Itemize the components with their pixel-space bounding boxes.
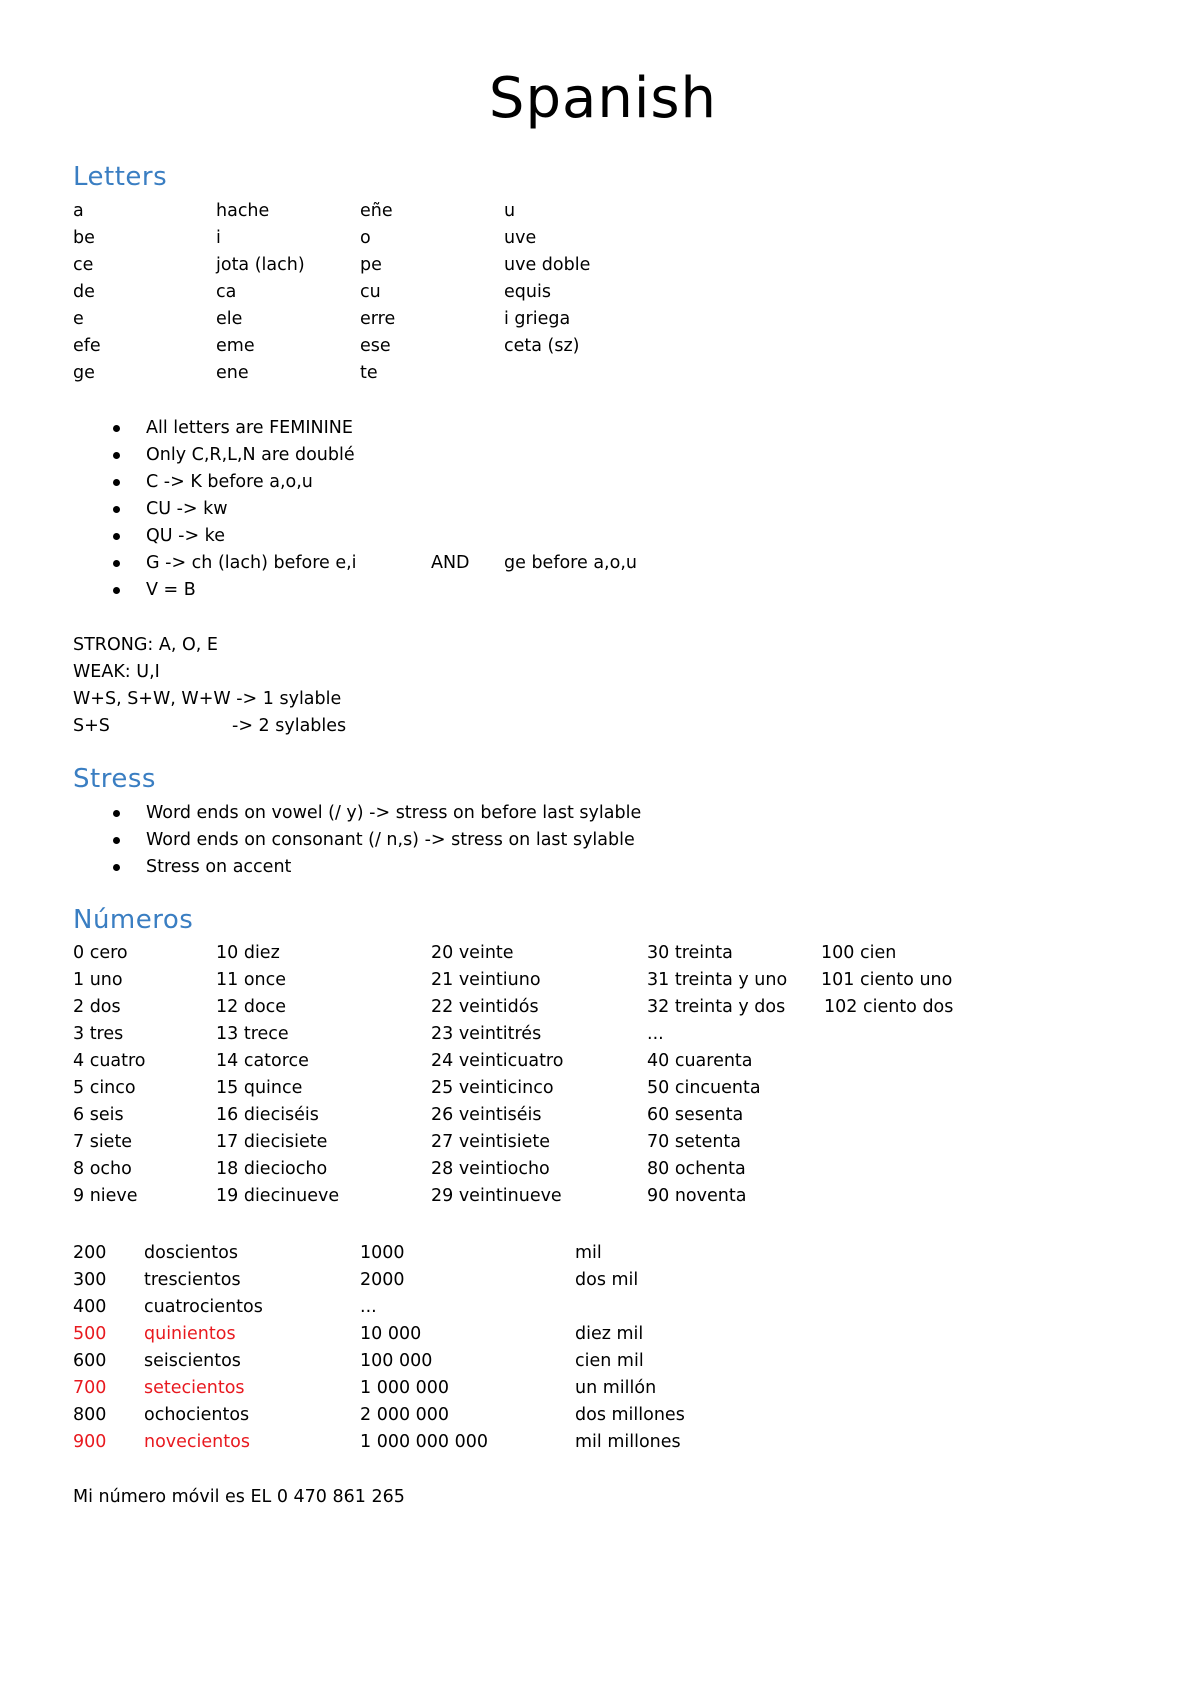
letter-name: ceta (sz) <box>504 336 580 356</box>
table-cell: 18 dieciocho <box>216 1159 328 1179</box>
letter-name: te <box>360 363 378 383</box>
big-number: 2 000 000 <box>360 1405 450 1425</box>
letter-name: hache <box>216 201 270 221</box>
table-cell: 100 cien <box>821 943 897 963</box>
table-cell: 22 veintidós <box>431 997 539 1017</box>
big-number: 10 000 <box>360 1324 422 1344</box>
big-number-word: dos mil <box>575 1270 639 1290</box>
table-cell: 90 noventa <box>647 1186 747 1206</box>
list-item-text: Word ends on vowel (/ y) -> stress on before last sylable <box>146 803 642 823</box>
table-cell: 25 veinticinco <box>431 1078 554 1098</box>
table-cell: 14 catorce <box>216 1051 309 1071</box>
two-syllable-result: -> 2 sylables <box>232 716 347 736</box>
stress-heading: Stress <box>73 764 156 794</box>
table-cell: 20 veinte <box>431 943 514 963</box>
hundreds-word-highlighted: setecientos <box>144 1378 245 1398</box>
table-cell: 50 cincuenta <box>647 1078 761 1098</box>
big-number: 2000 <box>360 1270 405 1290</box>
table-cell: 40 cuarenta <box>647 1051 753 1071</box>
bullet-icon <box>113 479 120 486</box>
table-cell: 23 veintitrés <box>431 1024 542 1044</box>
table-cell: 13 trece <box>216 1024 289 1044</box>
list-item-text: C -> K before a,o,u <box>146 472 313 492</box>
table-cell: 31 treinta y uno <box>647 970 788 990</box>
table-cell: 102 ciento dos <box>824 997 954 1017</box>
letter-name: efe <box>73 336 101 356</box>
bullet-icon <box>113 560 120 567</box>
hundreds-word: seiscientos <box>144 1351 241 1371</box>
bullet-icon <box>113 837 120 844</box>
bullet-icon <box>113 810 120 817</box>
table-cell: 19 diecinueve <box>216 1186 340 1206</box>
table-cell: 27 veintisiete <box>431 1132 551 1152</box>
list-item-text: V = B <box>146 580 196 600</box>
table-cell: 32 treinta y dos <box>647 997 786 1017</box>
letter-name: ese <box>360 336 391 356</box>
list-item-text-extra: ge before a,o,u <box>504 553 637 573</box>
letter-name: ca <box>216 282 237 302</box>
two-syllable-label: S+S <box>73 716 110 736</box>
letter-name: ge <box>73 363 95 383</box>
hundreds-number: 800 <box>73 1405 107 1425</box>
letter-name: o <box>360 228 371 248</box>
hundreds-word: ochocientos <box>144 1405 250 1425</box>
letter-name: uve <box>504 228 537 248</box>
table-cell: 8 ocho <box>73 1159 132 1179</box>
bullet-icon <box>113 425 120 432</box>
list-item-text: Stress on accent <box>146 857 292 877</box>
big-number: 1 000 000 000 <box>360 1432 489 1452</box>
letter-name: ce <box>73 255 94 275</box>
letter-name: be <box>73 228 95 248</box>
list-item-text: CU -> kw <box>146 499 228 519</box>
big-number-word: un millón <box>575 1378 657 1398</box>
hundreds-number-highlighted: 500 <box>73 1324 107 1344</box>
table-cell: 11 once <box>216 970 287 990</box>
hundreds-word: doscientos <box>144 1243 238 1263</box>
table-cell: 70 setenta <box>647 1132 742 1152</box>
page-title: Spanish <box>488 66 718 131</box>
table-cell: 24 veinticuatro <box>431 1051 564 1071</box>
list-item-conjunction: AND <box>431 553 470 573</box>
letter-name: pe <box>360 255 382 275</box>
bullet-icon <box>113 533 120 540</box>
letter-name: i <box>216 228 221 248</box>
letter-name: a <box>73 201 84 221</box>
big-number: 100 000 <box>360 1351 433 1371</box>
big-number-word: dos millones <box>575 1405 685 1425</box>
strong-vowels-line: STRONG: A, O, E <box>73 635 218 655</box>
table-cell: 12 doce <box>216 997 287 1017</box>
letter-name: equis <box>504 282 551 302</box>
table-cell: 16 dieciséis <box>216 1105 319 1125</box>
list-item-text: All letters are FEMININE <box>146 418 353 438</box>
table-cell: 17 diecisiete <box>216 1132 328 1152</box>
big-number-word: cien mil <box>575 1351 644 1371</box>
letter-name: eme <box>216 336 255 356</box>
letter-name: i griega <box>504 309 571 329</box>
letter-name: erre <box>360 309 396 329</box>
table-cell: 29 veintinueve <box>431 1186 562 1206</box>
one-syllable-rule: W+S, S+W, W+W -> 1 sylable <box>73 689 342 709</box>
table-cell: 1 uno <box>73 970 123 990</box>
table-cell: 21 veintiuno <box>431 970 541 990</box>
big-number-word: mil millones <box>575 1432 681 1452</box>
table-cell: 101 ciento uno <box>821 970 953 990</box>
table-cell: 6 seis <box>73 1105 124 1125</box>
hundreds-word: trescientos <box>144 1270 241 1290</box>
two-syllable-rule <box>73 713 673 740</box>
hundreds-number-highlighted: 900 <box>73 1432 107 1452</box>
bullet-icon <box>113 506 120 513</box>
table-cell: 30 treinta <box>647 943 733 963</box>
table-cell: 3 tres <box>73 1024 124 1044</box>
big-number: 1 000 000 <box>360 1378 450 1398</box>
letter-name: eñe <box>360 201 393 221</box>
letter-name: e <box>73 309 84 329</box>
letter-name: ene <box>216 363 249 383</box>
big-number: 1000 <box>360 1243 405 1263</box>
letter-name: jota (lach) <box>216 255 305 275</box>
bullet-icon <box>113 452 120 459</box>
numeros-heading: Números <box>73 905 194 935</box>
letter-name: de <box>73 282 95 302</box>
hundreds-word-highlighted: quinientos <box>144 1324 236 1344</box>
bullet-icon <box>113 864 120 871</box>
list-item-text: G -> ch (lach) before e,i <box>146 553 357 573</box>
table-cell: 9 nieve <box>73 1186 138 1206</box>
table-cell: ... <box>647 1024 664 1044</box>
hundreds-number: 200 <box>73 1243 107 1263</box>
table-cell: 10 diez <box>216 943 280 963</box>
list-item-text: Word ends on consonant (/ n,s) -> stress on last sylable <box>146 830 635 850</box>
table-cell: 7 siete <box>73 1132 133 1152</box>
hundreds-number: 600 <box>73 1351 107 1371</box>
letter-name: uve doble <box>504 255 591 275</box>
bullet-icon <box>113 587 120 594</box>
hundreds-number: 400 <box>73 1297 107 1317</box>
hundreds-number: 300 <box>73 1270 107 1290</box>
table-cell: 26 veintiséis <box>431 1105 542 1125</box>
big-number-word: diez mil <box>575 1324 644 1344</box>
table-cell: 15 quince <box>216 1078 303 1098</box>
table-cell: 2 dos <box>73 997 121 1017</box>
letter-name: ele <box>216 309 243 329</box>
table-cell: 5 cinco <box>73 1078 136 1098</box>
list-item-text: Only C,R,L,N are doublé <box>146 445 355 465</box>
hundreds-number-highlighted: 700 <box>73 1378 107 1398</box>
hundreds-word: cuatrocientos <box>144 1297 263 1317</box>
list-item-text: QU -> ke <box>146 526 225 546</box>
table-cell: 4 cuatro <box>73 1051 146 1071</box>
big-number-word: mil <box>575 1243 602 1263</box>
hundreds-word-highlighted: novecientos <box>144 1432 250 1452</box>
table-cell: 60 sesenta <box>647 1105 744 1125</box>
phone-number-line: Mi número móvil es EL 0 470 861 265 <box>73 1487 405 1507</box>
letter-name: cu <box>360 282 381 302</box>
big-number: ... <box>360 1297 377 1317</box>
letters-heading: Letters <box>73 162 168 192</box>
letter-name: u <box>504 201 516 221</box>
table-cell: 0 cero <box>73 943 128 963</box>
table-cell: 28 veintiocho <box>431 1159 550 1179</box>
weak-vowels-line: WEAK: U,I <box>73 662 160 682</box>
table-cell: 80 ochenta <box>647 1159 746 1179</box>
